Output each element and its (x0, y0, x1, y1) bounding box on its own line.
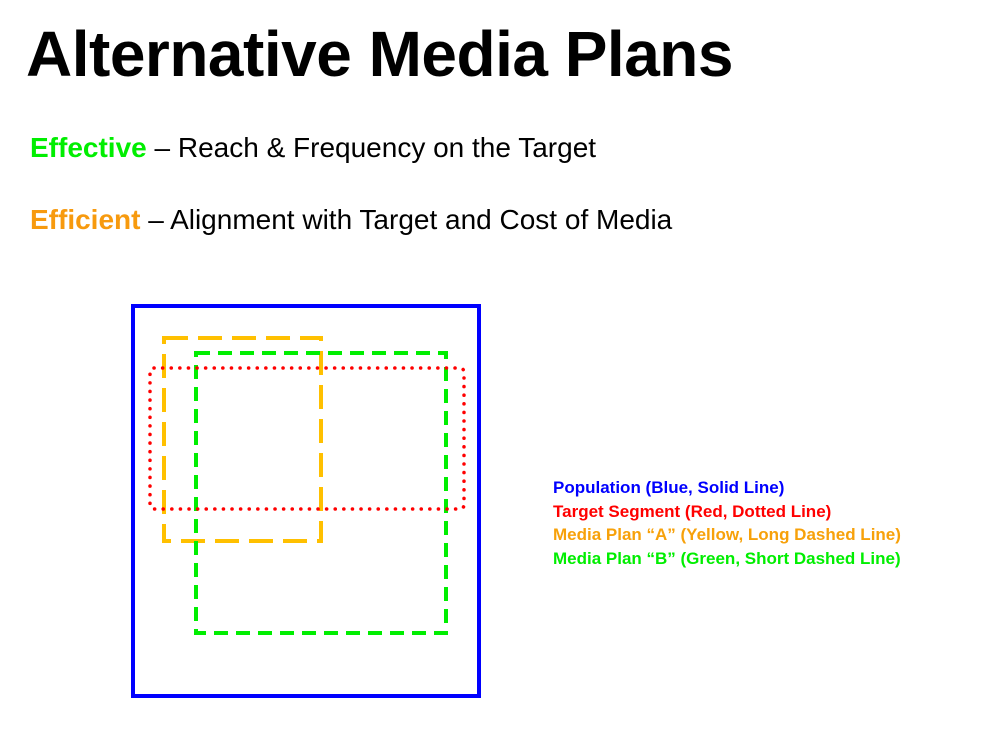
effective-text: Reach & Frequency on the Target (177, 132, 597, 163)
effective-separator: – (146, 132, 178, 163)
legend-population: Population (Blue, Solid Line) (553, 478, 785, 497)
legend-media-plan-b: Media Plan “B” (Green, Short Dashed Line) (553, 548, 901, 568)
legend (553, 476, 901, 570)
legend-media-plan-a: Media Plan “A” (Yellow, Long Dashed Line) (553, 525, 901, 544)
effective-term: Effective (30, 132, 147, 163)
population-rect (133, 306, 479, 696)
efficient-separator: – (140, 204, 171, 235)
efficient-term: Efficient (30, 204, 141, 235)
legend-target-segment: Target Segment (Red, Dotted Line) (553, 501, 832, 521)
efficient-text: Alignment with Target and Cost of Media (170, 204, 673, 235)
page-title: Alternative Media Plans (26, 18, 733, 90)
